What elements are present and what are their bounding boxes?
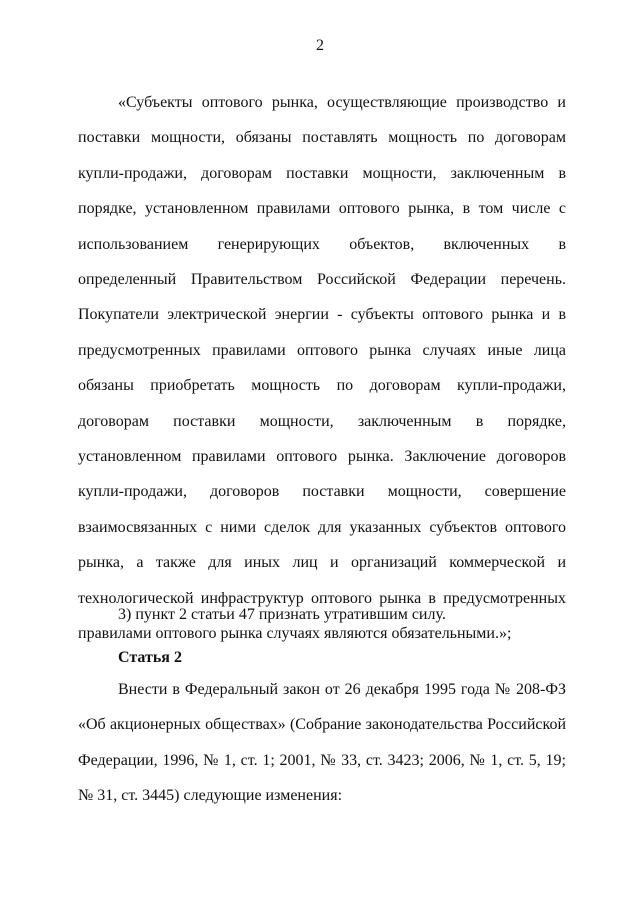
article-2-paragraph: Внести в Федеральный закон от 26 декабря 1995 года № 208-ФЗ «Об акционерных обществах» (Собрание законодательства Российской Федерации, 1996, № 1, ст. 1; 2001, № 33, ст. 3423; 2006, № 1, ст. 5, 19; № 31, ст. 3445) следующие изменения: [78,681,566,805]
article-2-body-block [78,672,566,814]
quoted-amendment-paragraph: «Субъекты оптового рынка, осуществляющие производство и поставки мощности, обязаны поставлять мощность по договорам купли-продажи, договорам поставки мощности, заключенным в порядке, установленном правилами оптового рынка, в том числе с использованием генерирующих объектов, включенных в определенный Правительством Российской Федерации перечень. Покупатели электрической энергии - субъекты оптового рынка и в предусмотренных правилами оптового рынка случаях иные лица обязаны приобретать мощность по договорам купли-продажи, договорам поставки мощности, заключенным в порядке, установленном правилами оптового рынка. Заключение договоров купли-продажи, договоров поставки мощности, совершение взаимосвязанных с ними сделок для указанных субъектов оптового рынка, а также для иных лиц и организаций коммерческой и технологической инфраструктур оптового рынка в предусмотренных правилами оптового рынка случаях являются обязательными.»; [78,94,566,643]
item-3-block [78,597,566,632]
page-number: 2 [316,37,324,54]
item-3-paragraph: 3) пункт 2 статьи 47 признать утратившим силу. [118,606,446,623]
article-2-heading-block [78,640,566,675]
quoted-amendment-block [78,85,566,652]
article-2-heading: Статья 2 [118,649,182,666]
